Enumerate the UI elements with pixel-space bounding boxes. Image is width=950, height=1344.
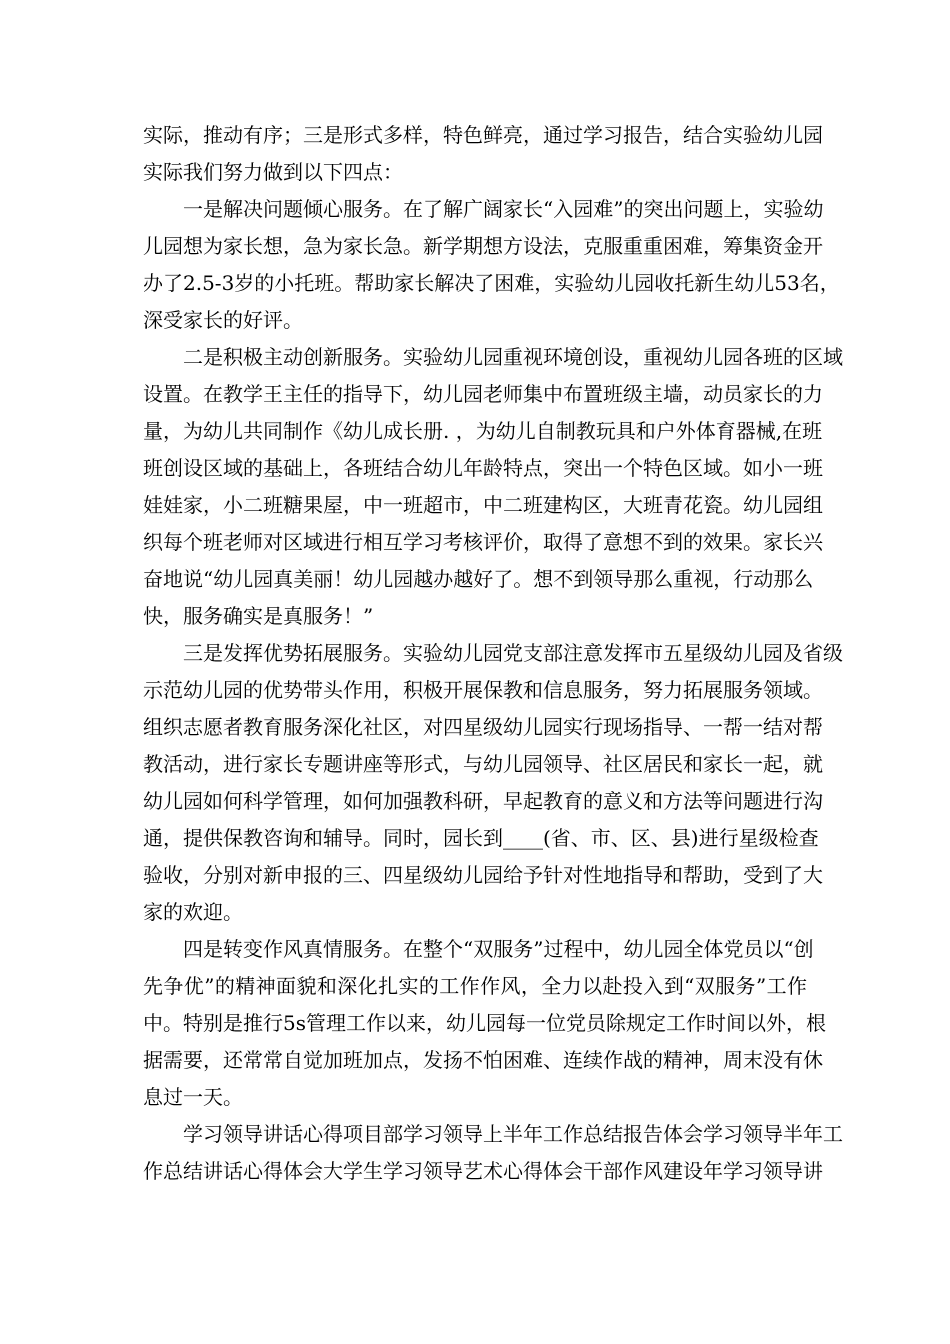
paragraph-point-four [143,931,826,1116]
text-line: 教活动，进行家长专题讲座等形式，与幼儿园领导、社区居民和家长一起，就 [143,752,823,776]
text-line: 实际，推动有序；三是形式多样，特色鲜亮，通过学习报告，结合实验幼儿园 [143,123,823,147]
text-line: 验收，分别对新申报的三、四星级幼儿园给予针对性地指导和帮助，受到了大 [143,863,823,887]
text-line: 设置。在教学王主任的指导下，幼儿园老师集中布置班级主墙，动员家长的力 [143,382,823,406]
text-line: 中。特别是推行5s管理工作以来，幼儿园每一位党员除规定工作时间以外，根 [143,1011,826,1035]
text-line: 示范幼儿园的优势带头作用，积极开展保教和信息服务，努力拓展服务领域。 [143,678,823,702]
text-line: 据需要，还常常自觉加班加点，发扬不怕困难、连续作战的精神，周末没有休 [143,1048,823,1072]
text-line: 先争优”的精神面貌和深化扎实的工作作风，全力以赴投入到“双服务”工作 [143,974,807,998]
text-line: 二是积极主动创新服务。实验幼儿园重视环境创设，重视幼儿园各班的区域 [183,345,843,369]
text-line: 儿园想为家长想，急为家长急。新学期想方设法，克服重重困难，筹集资金开 [143,234,823,258]
document-page [143,117,843,1190]
paragraph-point-two [143,339,843,635]
text-line: 息过一天。 [143,1085,243,1109]
paragraph-intro [143,117,823,191]
text-line: 深受家长的好评。 [143,308,303,332]
text-line: 组织志愿者教育服务深化社区，对四星级幼儿园实行现场指导、一帮一结对帮 [143,715,823,739]
text-line: 幼儿园如何科学管理，如何加强教科研，早起教育的意义和方法等问题进行沟 [143,789,823,813]
text-line: 办了2.5-3岁的小托班。帮助家长解决了困难，实验幼儿园收托新生幼儿53名， [143,271,840,295]
paragraph-related-topics [143,1116,843,1190]
text-line: 奋地说“幼儿园真美丽！幼儿园越办越好了。想不到领导那么重视，行动那么 [143,567,814,591]
text-line: 三是发挥优势拓展服务。实验幼儿园党支部注意发挥市五星级幼儿园及省级 [183,641,843,665]
text-line: 织每个班老师对区域进行相互学习考核评价，取得了意想不到的效果。家长兴 [143,530,823,554]
paragraph-point-one [143,191,840,339]
text-line: 实际我们努力做到以下四点： [143,160,403,184]
text-line: 量，为幼儿共同制作《幼儿成长册. ，为幼儿自制教玩具和户外体育器械,在班 [143,419,823,443]
text-line: 学习领导讲话心得项目部学习领导上半年工作总结报告体会学习领导半年工 [183,1122,843,1146]
text-line: 快，服务确实是真服务！” [143,604,374,628]
text-line: 作总结讲话心得体会大学生学习领导艺术心得体会干部作风建设年学习领导讲 [143,1159,823,1183]
text-line: 班创设区域的基础上，各班结合幼儿年龄特点，突出一个特色区域。如小一班 [143,456,823,480]
text-line: 一是解决问题倾心服务。在了解广阔家长“入园难”的突出问题上，实验幼 [183,197,824,221]
text-line: 家的欢迎。 [143,900,243,924]
text-line: 四是转变作风真情服务。在整个“双服务”过程中，幼儿园全体党员以“创 [183,937,814,961]
text-line: 娃娃家，小二班糖果屋，中一班超市，中二班建构区，大班青花瓷。幼儿园组 [143,493,823,517]
paragraph-point-three [143,635,843,931]
text-line: 通，提供保教咨询和辅导。同时，园长到____(省、市、区、县)进行星级检查 [143,826,819,850]
